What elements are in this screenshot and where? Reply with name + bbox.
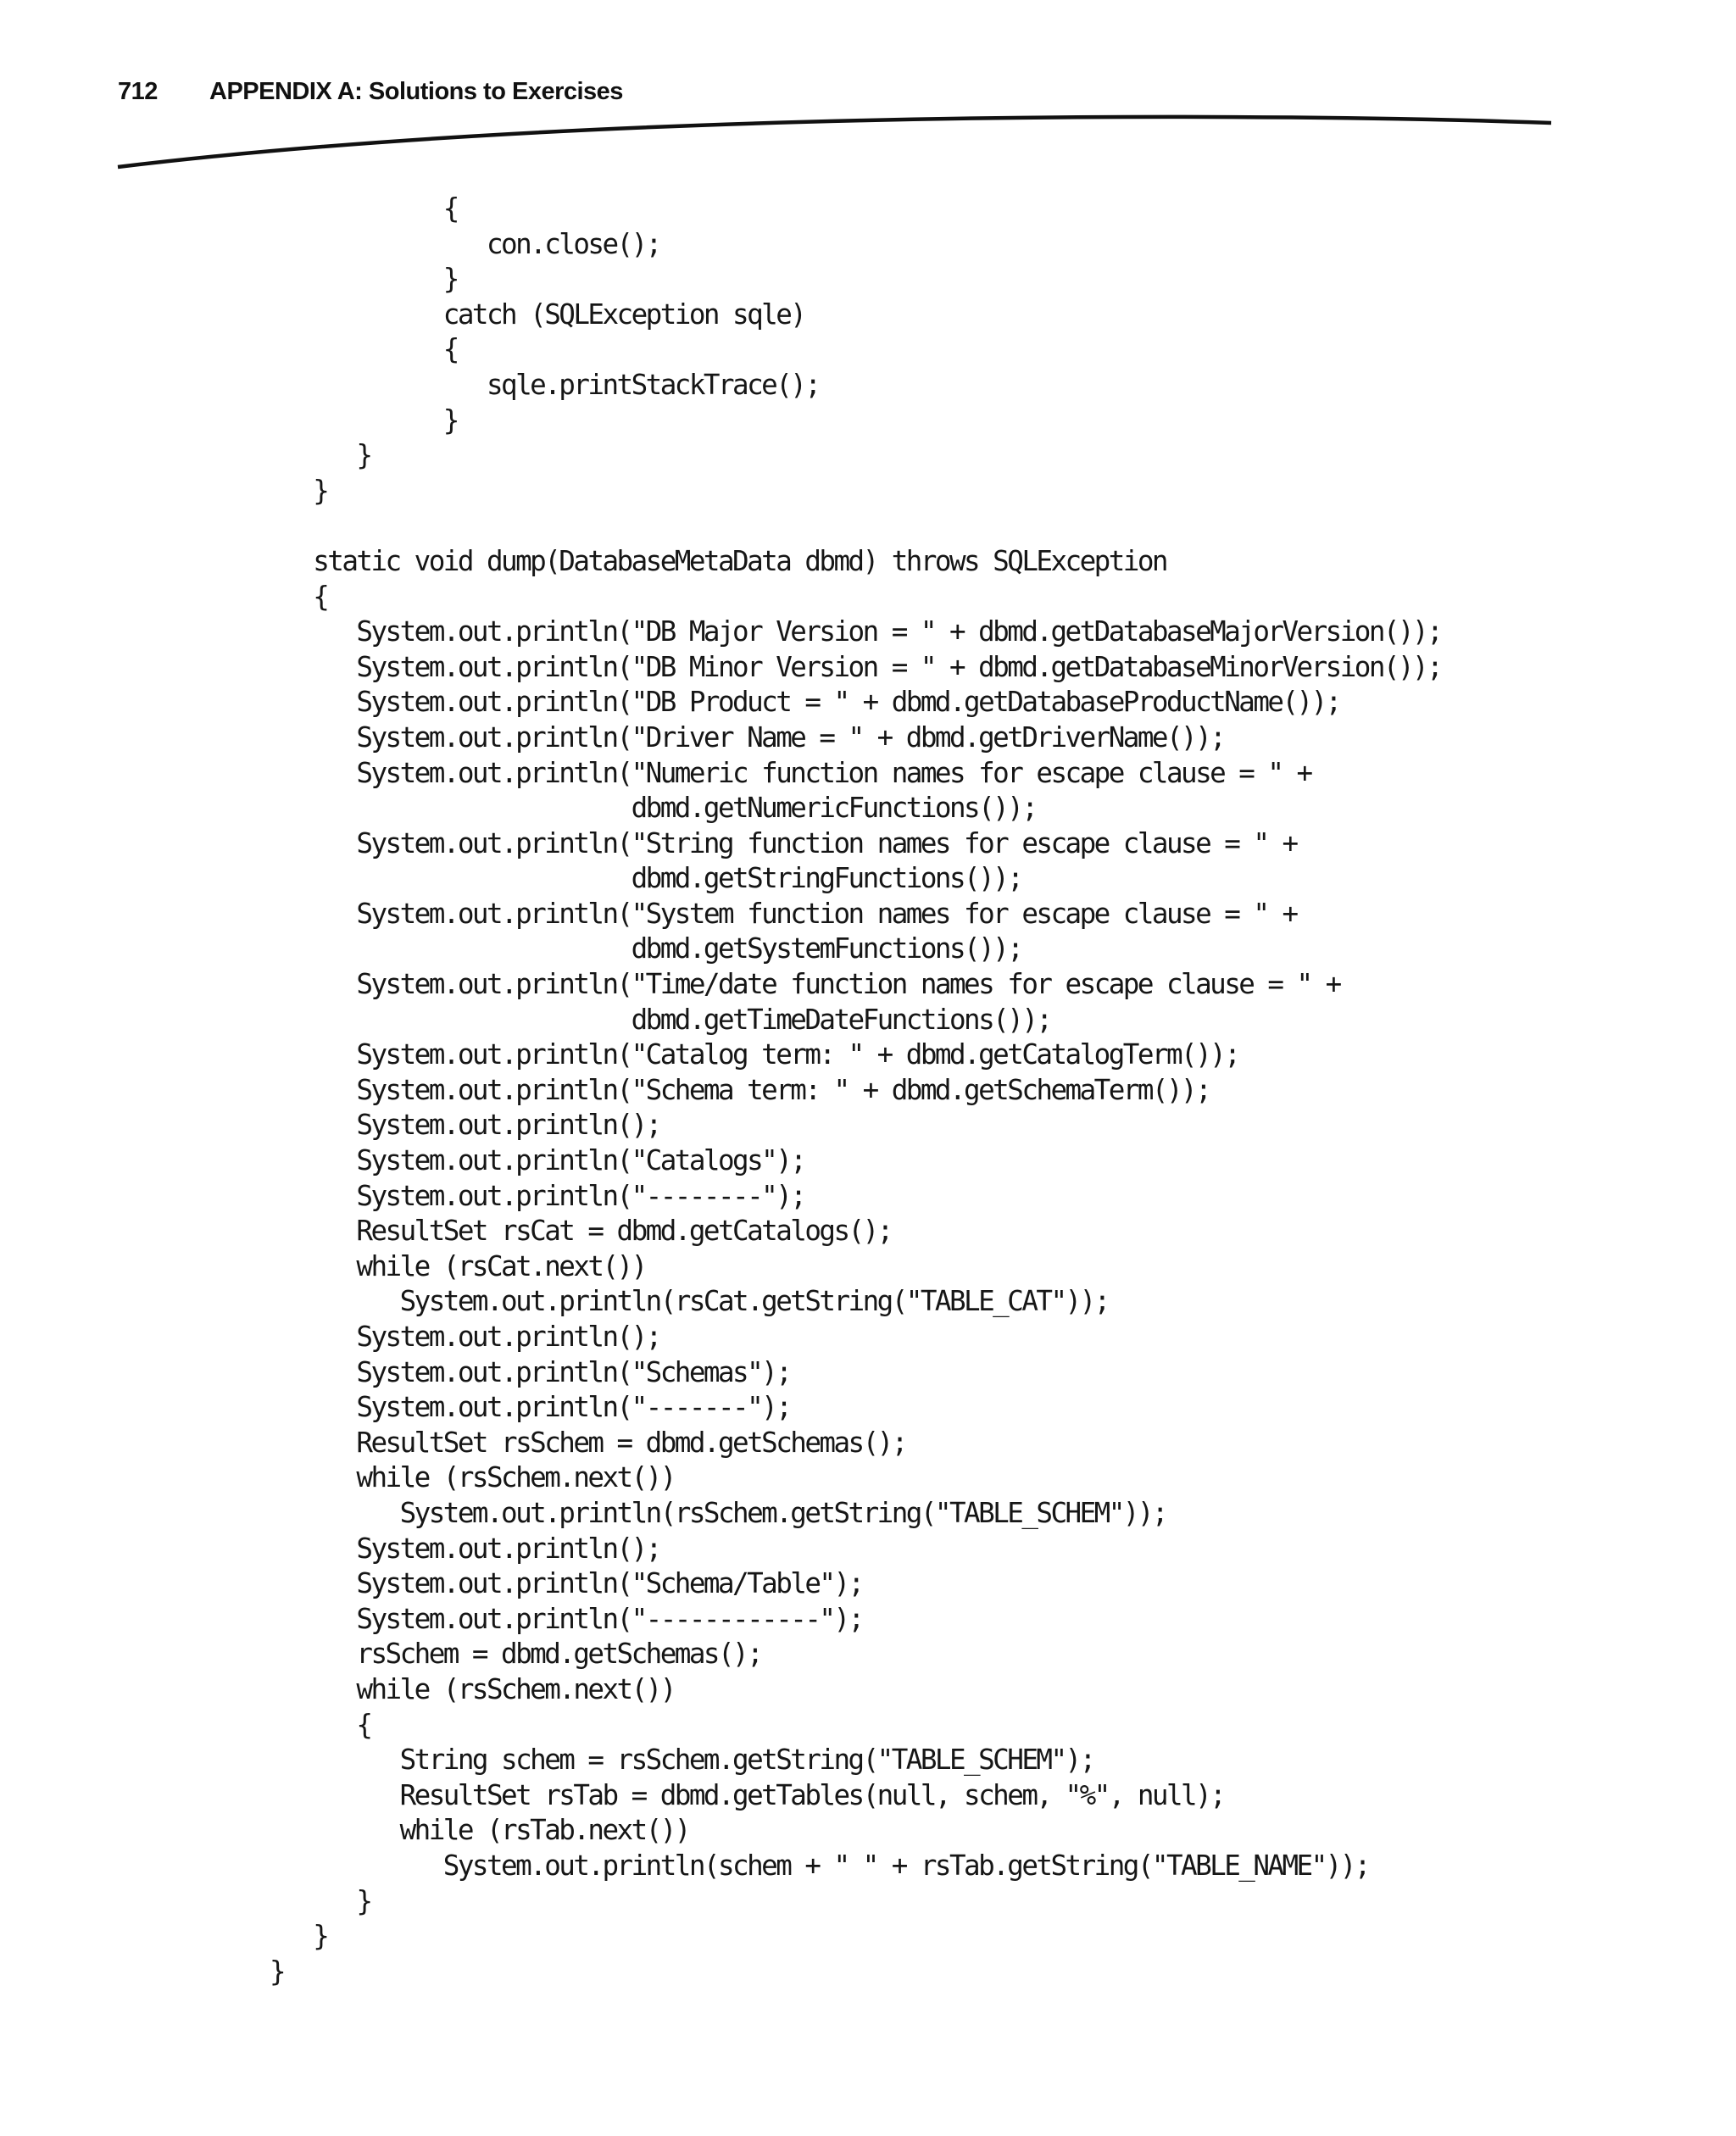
code-line: String schem = rsSchem.getString("TABLE_SCHEM"); <box>270 1744 1094 1777</box>
code-line: } <box>270 474 328 507</box>
code-line: } <box>270 1955 285 1988</box>
header-title: APPENDIX A: Solutions to Exercises <box>209 78 623 105</box>
code-line: while (rsCat.next()) <box>270 1249 646 1282</box>
code-line: System.out.println("Schema/Table"); <box>270 1567 863 1600</box>
code-line: System.out.println("------------"); <box>270 1602 863 1635</box>
code-line: System.out.println("-------"); <box>270 1391 791 1424</box>
code-line: System.out.println("Schema term: " + dbmd.getSchemaTerm()); <box>270 1073 1210 1106</box>
code-line: while (rsTab.next()) <box>270 1814 689 1847</box>
code-line: } <box>270 1884 371 1917</box>
code-line: System.out.println("Schemas"); <box>270 1355 791 1388</box>
code-line: System.out.println("Catalogs"); <box>270 1144 805 1177</box>
code-line: } <box>270 403 458 437</box>
header-rule <box>0 0 1736 186</box>
code-line: ResultSet rsSchem = dbmd.getSchemas(); <box>270 1426 906 1459</box>
code-line: dbmd.getNumericFunctions()); <box>270 792 1037 825</box>
code-line: System.out.println(); <box>270 1532 660 1565</box>
code-line: System.out.println(); <box>270 1321 660 1353</box>
code-line: dbmd.getTimeDateFunctions()); <box>270 1003 1051 1036</box>
code-line: System.out.println("DB Major Version = " + dbmd.getDatabaseMajorVersion()); <box>270 615 1442 648</box>
code-line: ResultSet rsTab = dbmd.getTables(null, schem, "%", null); <box>270 1778 1225 1811</box>
code-line: dbmd.getSystemFunctions()); <box>270 932 1022 965</box>
code-line: System.out.println("String function names for escape clause = " + <box>270 826 1297 859</box>
code-line: System.out.println("Catalog term: " + dbmd.getCatalogTerm()); <box>270 1038 1239 1071</box>
page-number: 712 <box>118 78 158 105</box>
code-line: System.out.println(); <box>270 1109 660 1142</box>
code-line: catch (SQLException sqle) <box>270 298 805 331</box>
code-line: while (rsSchem.next()) <box>270 1672 675 1705</box>
code-line: System.out.println("DB Product = " + dbmd.getDatabaseProductName()); <box>270 686 1340 719</box>
code-line: sqle.printStackTrace(); <box>270 368 820 401</box>
code-line: { <box>270 580 328 613</box>
code-line: System.out.println(schem + " " + rsTab.getString("TABLE_NAME")); <box>270 1849 1369 1882</box>
code-line: System.out.println("Time/date function names for escape clause = " + <box>270 968 1340 1001</box>
code-line: } <box>270 439 371 472</box>
code-line: System.out.println(rsSchem.getString("TABLE_SCHEM")); <box>270 1496 1166 1529</box>
code-line: con.close(); <box>270 227 660 260</box>
code-line: System.out.println(rsCat.getString("TABLE_CAT")); <box>270 1285 1109 1318</box>
code-line: { <box>270 192 458 225</box>
code-line: static void dump(DatabaseMetaData dbmd) throws SQLException <box>270 544 1166 577</box>
code-line: System.out.println("Driver Name = " + dbmd.getDriverName()); <box>270 720 1225 754</box>
code-line: { <box>270 333 458 366</box>
code-line: System.out.println("DB Minor Version = " + dbmd.getDatabaseMinorVersion()); <box>270 650 1442 683</box>
code-listing <box>270 192 1441 1989</box>
code-line: } <box>270 263 458 296</box>
code-line: System.out.println("System function names for escape clause = " + <box>270 897 1297 930</box>
code-line: System.out.println("Numeric function names for escape clause = " + <box>270 756 1311 789</box>
code-line: { <box>270 1708 371 1741</box>
code-line: } <box>270 1920 328 1953</box>
code-line: rsSchem = dbmd.getSchemas(); <box>270 1638 762 1671</box>
code-line: System.out.println("--------"); <box>270 1179 805 1212</box>
code-line: while (rsSchem.next()) <box>270 1461 675 1494</box>
code-line: dbmd.getStringFunctions()); <box>270 862 1022 895</box>
code-line <box>270 509 1441 544</box>
code-line: ResultSet rsCat = dbmd.getCatalogs(); <box>270 1215 892 1248</box>
